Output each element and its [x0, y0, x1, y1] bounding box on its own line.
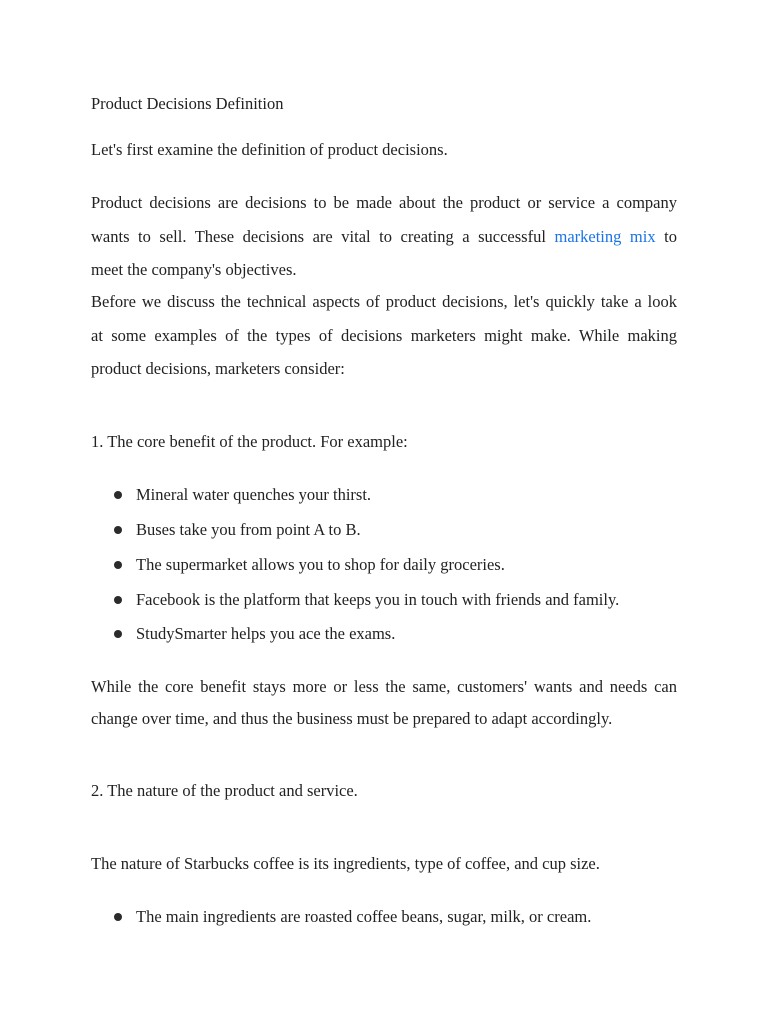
list-item: Buses take you from point A to B.: [136, 520, 361, 539]
bullet-icon: [114, 491, 122, 499]
list-item: StudySmarter helps you ace the exams.: [136, 624, 396, 643]
list-item: Facebook is the platform that keeps you in touch with friends and family.: [136, 590, 620, 609]
paragraph-1-line-1: Product decisions are decisions to be made about the product or service a company: [91, 193, 677, 212]
paragraph-1-line-2-before: wants to sell. These decisions are vital to creating a successful: [91, 227, 555, 246]
marketing-mix-link[interactable]: marketing mix: [554, 227, 656, 246]
list-item: Mineral water quenches your thirst.: [136, 485, 372, 504]
paragraph-2-line-2: at some examples of the types of decisions marketers might make. While making: [91, 326, 677, 345]
paragraph-3-line-2: change over time, and thus the business must be prepared to adapt accordingly.: [91, 709, 613, 728]
bullet-icon: [114, 596, 122, 604]
list-item: The supermarket allows you to shop for daily groceries.: [136, 555, 505, 574]
paragraph-3-line-1: While the core benefit stays more or less the same, customers' wants and needs can: [91, 677, 677, 696]
bullet-icon: [114, 526, 122, 534]
intro-text: Let's first examine the definition of product decisions.: [91, 140, 448, 159]
paragraph-2-line-1: Before we discuss the technical aspects of product decisions, let's quickly take a look: [91, 292, 677, 311]
paragraph-1-line-2: [91, 227, 677, 247]
document-heading: Product Decisions Definition: [91, 94, 284, 113]
point-1-heading: 1. The core benefit of the product. For example:: [91, 432, 408, 451]
paragraph-1-line-2-after: to: [655, 227, 677, 246]
point-2-heading: 2. The nature of the product and service.: [91, 781, 358, 800]
bullet-icon: [114, 561, 122, 569]
paragraph-4: The nature of Starbucks coffee is its ingredients, type of coffee, and cup size.: [91, 854, 600, 873]
paragraph-1-line-3: meet the company's objectives.: [91, 260, 297, 279]
list-item: The main ingredients are roasted coffee beans, sugar, milk, or cream.: [136, 907, 592, 926]
bullet-icon: [114, 913, 122, 921]
bullet-icon: [114, 630, 122, 638]
paragraph-2-line-3: product decisions, marketers consider:: [91, 359, 345, 378]
